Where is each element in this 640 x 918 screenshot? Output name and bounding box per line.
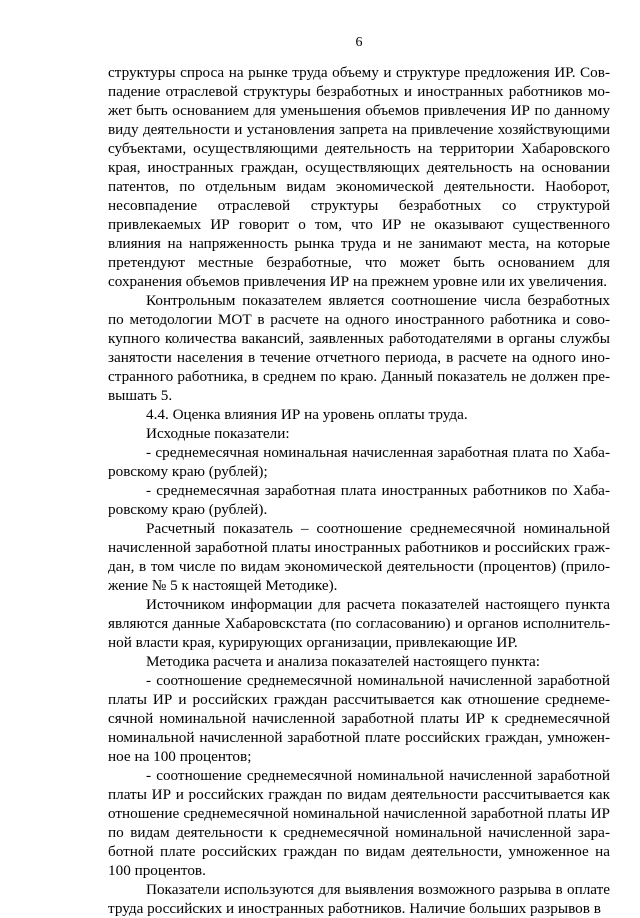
list-item-regional-wage: - среднемесячная номинальная начисленная заработная плата по Хабаровскому краю (рублей); [108,444,610,480]
list-item-method-ratio: - соотношение среднемесячной номинальной начисленной заработной платы ИР и российских граждан рассчитывается как отношение среднемесячной номинальной начисленной заработной платы ИР к среднемесячной номинальной начисленной заработной плате российских граждан, умноженное на 100 процентов; [108,672,610,765]
paragraph-method-heading: Методика расчета и анализа показателей настоящего пункта: [146,653,541,670]
paragraph-structure-match: структуры спроса на рынке труда объему и структуре предложения ИР. Совпадение отраслевой структуры безработных и иностранных работников может быть основанием для уменьшения объемов привлечения ИР по данному виду деятельности и установления запрета на привлечение хозяйствующими субъектами, осуществляющими деятельность на территории Хабаровского края, иностранных граждан, осуществляющих деятельность на основании патентов, по отдельным видам экономической деятельности. Наоборот, несовпадение отраслевой структуры безработных со структурой привлекаемых ИР говорит о том, что ИР не оказывают существенного влияния на напряженность рынка труда и не занимают места, на которые претендуют местные безработные, что может быть основанием для сохранения объемов привлечения ИР на прежнем уровне или их увеличения. [108,64,610,290]
paragraph-indicators-usage: Показатели используются для выявления возможного разрыва в оплате труда российских и иностранных работников. Наличие больших разрывов в [108,881,610,917]
paragraph-information-source: Источником информации для расчета показателей настоящего пункта являются данные Хабаровскстата (по согласованию) и органов исполнительной власти края, курирующих организации, привлекающие ИР. [108,596,610,651]
section-heading-4-4: 4.4. Оценка влияния ИР на уровень оплаты труда. [146,406,468,423]
list-item-method-ratio-by-activity: - соотношение среднемесячной номинальной начисленной заработной платы ИР и российских граждан по видам деятельности рассчитывается как отношение среднемесячной номинальной начисленной заработной платы ИР по видам деятельности к среднемесячной номинальной начисленной заработной плате российских граждан по видам деятельности, умноженное на 100 процентов. [108,767,610,879]
paragraph-calculated-indicator: Расчетный показатель – соотношение среднемесячной номинальной начисленной заработной платы иностранных работников и российских граждан, в том числе по видам экономической деятельности (процентов) (приложение № 5 к настоящей Методике). [108,520,610,594]
list-item-foreign-wage: - среднемесячная заработная плата иностранных работников по Хабаровскому краю (рублей). [108,482,610,518]
paragraph-control-indicator: Контрольным показателем является соотношение числа безработных по методологии МОТ в расчете на одного иностранного работника и совокупного количества вакансий, заявленных работодателями в органы службы занятости населения в течение отчетного периода, в расчете на одного иностранного работника, в среднем по краю. Данный показатель не должен превышать 5. [108,292,610,404]
page-number: 6 [355,35,363,50]
paragraph-source-indicators: Исходные показатели: [146,425,290,442]
